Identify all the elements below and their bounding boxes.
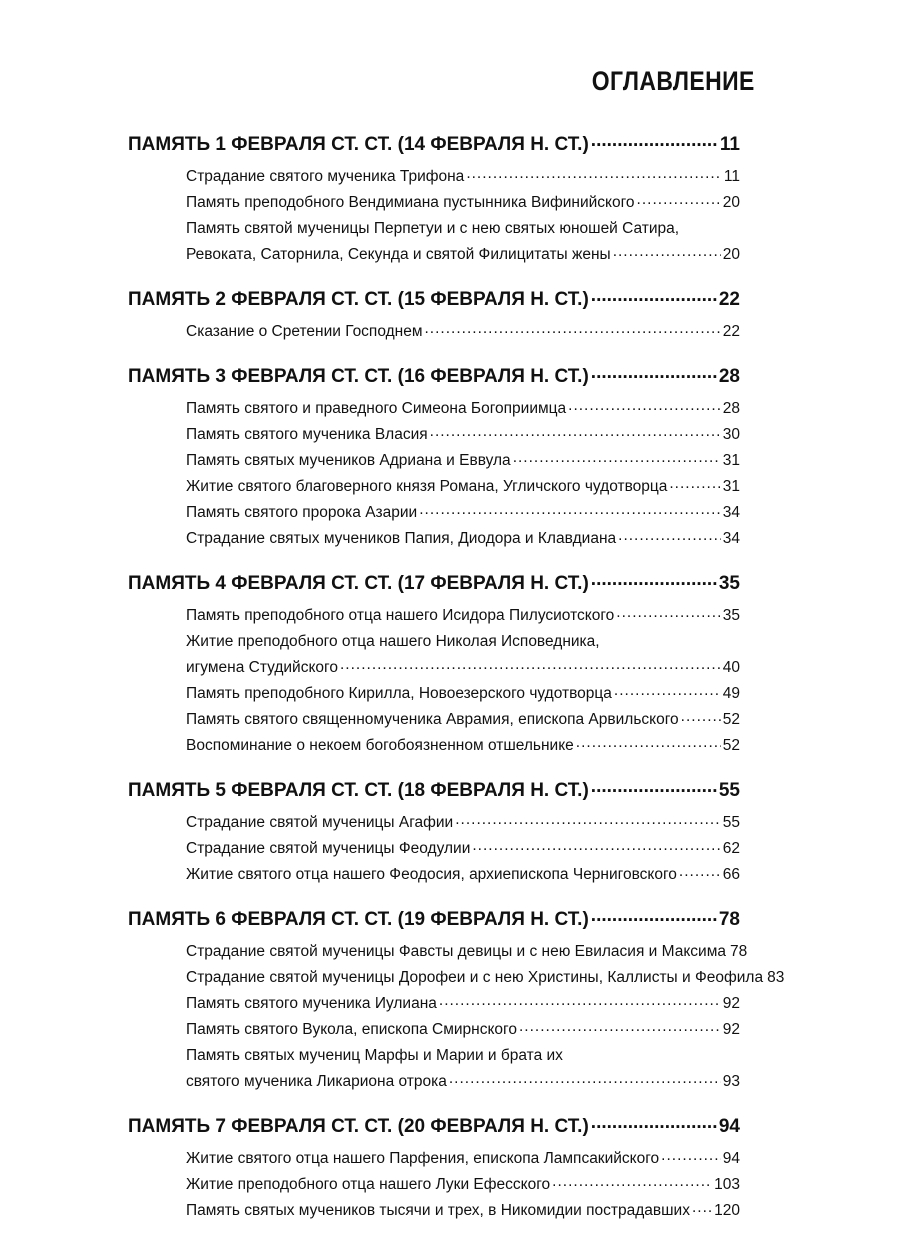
toc-entry-text: Страдание святого мученика Трифона (186, 168, 465, 185)
toc-entry-page-number: 52 (722, 737, 740, 754)
toc-entry-row (186, 500, 740, 526)
toc-entry-text: Память святого и праведного Симеона Богоприимца (186, 400, 567, 417)
toc-entry-row (186, 1069, 740, 1095)
toc-day-heading[interactable] (128, 906, 740, 935)
dot-leader (472, 838, 720, 854)
toc-entry[interactable] (186, 164, 740, 190)
toc-entry[interactable] (186, 862, 740, 888)
toc-entry-text: Память святых мучеников тысячи и трех, в Никомидии пострадавших (186, 1202, 690, 1219)
table-of-contents (128, 131, 785, 1242)
dot-leader (591, 570, 717, 589)
toc-entry[interactable] (186, 707, 740, 733)
toc-day-section (128, 363, 740, 552)
toc-entry[interactable] (186, 319, 740, 345)
toc-entry-row (186, 474, 740, 500)
dot-leader (692, 1200, 712, 1216)
toc-day-heading[interactable] (128, 570, 740, 599)
toc-day-page-number: 11 (719, 134, 740, 155)
toc-entry-page-number: 52 (722, 711, 740, 728)
toc-entry[interactable] (186, 1043, 740, 1095)
toc-entry-page-number: 93 (722, 1073, 740, 1090)
toc-entry-text: Страдание святой мученицы Агафии (186, 814, 454, 831)
toc-day-section (128, 906, 785, 1095)
toc-entry-list (186, 603, 740, 759)
toc-entry[interactable] (186, 474, 740, 500)
toc-day-heading-text: ПАМЯТЬ 7 ФЕВРАЛЯ СТ. СТ. (20 ФЕВРАЛЯ Н. СТ.) (128, 1116, 589, 1137)
toc-entry-list (186, 1146, 740, 1224)
toc-entry-page-number: 103 (714, 1176, 740, 1193)
toc-day-page-number: 28 (718, 366, 740, 387)
dot-leader (679, 864, 721, 880)
toc-entry-page-number: 94 (722, 1150, 740, 1167)
dot-leader (439, 993, 721, 1009)
toc-entry-row (186, 1017, 740, 1043)
toc-entry-text: Житие святого отца нашего Феодосия, архиепископа Черниговского (186, 866, 677, 883)
toc-entry-text: Житие преподобного отца нашего Луки Ефесского (186, 1176, 551, 1193)
dot-leader (614, 683, 721, 699)
dot-leader (661, 1148, 721, 1164)
toc-day-heading-text: ПАМЯТЬ 4 ФЕВРАЛЯ СТ. СТ. (17 ФЕВРАЛЯ Н. СТ.) (128, 573, 589, 594)
dot-leader (576, 735, 721, 751)
toc-day-page-number: 78 (718, 909, 740, 930)
toc-day-heading[interactable] (128, 286, 740, 315)
dot-leader (591, 906, 717, 925)
toc-entry-row (186, 862, 740, 888)
dot-leader (591, 286, 717, 305)
toc-entry-text: Память преподобного Кирилла, Новоезерского чудотворца (186, 685, 612, 702)
toc-day-heading[interactable] (128, 131, 740, 160)
toc-entry-page-number: 35 (722, 607, 740, 624)
toc-entry[interactable] (186, 733, 740, 759)
toc-entry-page-number: 78 (729, 943, 748, 960)
toc-entry[interactable] (186, 422, 740, 448)
toc-day-heading-text: ПАМЯТЬ 1 ФЕВРАЛЯ СТ. СТ. (14 ФЕВРАЛЯ Н. СТ.) (128, 134, 589, 155)
toc-entry-row (186, 603, 740, 629)
toc-entry-text: Память святого мученика Власия (186, 426, 428, 443)
toc-day-section (128, 1113, 740, 1224)
toc-entry-row (186, 422, 740, 448)
toc-entry-page-number: 92 (722, 995, 740, 1012)
toc-entry-text: Память преподобного Вендимиана пустынника Вифинийского (186, 194, 635, 211)
dot-leader (340, 657, 721, 673)
dot-leader (419, 502, 721, 518)
toc-day-section (128, 286, 740, 345)
toc-entry-list (186, 939, 785, 1095)
toc-entry-row (186, 1146, 740, 1172)
dot-leader (591, 363, 717, 382)
toc-entry[interactable] (186, 526, 740, 552)
toc-entry[interactable] (186, 603, 740, 629)
toc-entry-text: Ревоката, Саторнила, Секунда и святой Филицитаты жены (186, 246, 611, 263)
toc-entry-text: Житие преподобного отца нашего Николая Исповедника, (186, 633, 600, 650)
toc-entry-row (186, 681, 740, 707)
toc-entry-text: Житие святого благоверного князя Романа, Угличского чудотворца (186, 478, 668, 495)
toc-entry-text: Память святого мученика Иулиана (186, 995, 437, 1012)
toc-entry-row (186, 396, 740, 422)
toc-entry[interactable] (186, 836, 740, 862)
toc-entry-text: Страдание святой мученицы Феодулии (186, 840, 471, 857)
dot-leader (613, 244, 721, 260)
toc-day-section (128, 570, 740, 759)
dot-leader (552, 1174, 712, 1190)
toc-entry-page-number: 120 (714, 1202, 740, 1219)
toc-entry[interactable] (186, 810, 740, 836)
toc-entry[interactable] (186, 1146, 740, 1172)
dot-leader (591, 777, 717, 796)
toc-entry-text: Страдание святой мученицы Дорофеи и с нею Христины, Каллисты и Феофила (186, 969, 764, 986)
toc-entry-list (186, 319, 740, 345)
dot-leader (568, 398, 721, 414)
toc-entry-list (186, 396, 740, 552)
toc-entry[interactable] (186, 448, 740, 474)
toc-day-heading[interactable] (128, 1113, 740, 1142)
toc-entry[interactable] (186, 1198, 740, 1224)
toc-entry-row (186, 965, 785, 991)
toc-entry-row (186, 1172, 740, 1198)
toc-entry-text: святого мученика Ликариона отрока (186, 1073, 447, 1090)
toc-entry-page-number: 83 (767, 969, 785, 986)
toc-entry[interactable] (186, 965, 785, 991)
toc-day-heading-text: ПАМЯТЬ 6 ФЕВРАЛЯ СТ. СТ. (19 ФЕВРАЛЯ Н. СТ.) (128, 909, 589, 930)
toc-entry-row (186, 164, 740, 190)
toc-entry-page-number: 49 (722, 685, 740, 702)
toc-entry-list (186, 810, 740, 888)
page-title: ОГЛАВЛЕНИЕ (591, 66, 755, 96)
toc-entry-text: Память святых мучениц Марфы и Марии и брата их (186, 1047, 563, 1064)
toc-entry[interactable] (186, 1172, 740, 1198)
toc-day-page-number: 35 (718, 573, 740, 594)
dot-leader (513, 450, 721, 466)
dot-leader (425, 321, 721, 337)
toc-entry-row (186, 836, 740, 862)
toc-entry-row (186, 526, 740, 552)
toc-entry-page-number: 92 (722, 1021, 740, 1038)
toc-entry-row (186, 190, 740, 216)
toc-entry[interactable] (186, 629, 740, 681)
toc-entry-page-number: 31 (722, 452, 740, 469)
toc-day-section (128, 131, 740, 268)
toc-entry[interactable] (186, 190, 740, 216)
dot-leader (618, 528, 721, 544)
toc-entry[interactable] (186, 681, 740, 707)
toc-entry-page-number: 20 (722, 246, 740, 263)
toc-entry-page-number: 20 (722, 194, 740, 211)
toc-entry-text: Сказание о Сретении Господнем (186, 323, 423, 340)
toc-day-page-number: 22 (718, 289, 740, 310)
dot-leader (616, 605, 720, 621)
toc-entry-row (186, 1198, 740, 1224)
dot-leader (591, 131, 718, 150)
toc-entry-row (186, 991, 740, 1017)
toc-entry-text: Память святого священномученика Аврамия, епископа Арвильского (186, 711, 679, 728)
toc-entry-text: Память святой мученицы Перпетуи и с нею святых юношей Сатира, (186, 220, 680, 237)
toc-entry-text: Житие святого отца нашего Парфения, епископа Лампсакийского (186, 1150, 660, 1167)
toc-entry[interactable] (186, 500, 740, 526)
toc-entry-page-number: 31 (722, 478, 740, 495)
toc-entry[interactable] (186, 216, 740, 268)
toc-entry-text: Память святых мучеников Адриана и Еввула (186, 452, 511, 469)
dot-leader (591, 1113, 717, 1132)
dot-leader (681, 709, 721, 725)
toc-day-heading-text: ПАМЯТЬ 3 ФЕВРАЛЯ СТ. СТ. (16 ФЕВРАЛЯ Н. СТ.) (128, 366, 589, 387)
toc-entry-page-number: 34 (722, 504, 740, 521)
dot-leader (519, 1019, 721, 1035)
toc-entry-page-number: 66 (722, 866, 740, 883)
dot-leader (455, 812, 721, 828)
toc-day-page-number: 55 (718, 780, 740, 801)
toc-day-heading[interactable] (128, 777, 740, 806)
toc-entry-text: Страдание святых мучеников Папия, Диодора и Клавдиана (186, 530, 617, 547)
toc-entry-row (186, 707, 740, 733)
toc-entry-text: Память преподобного отца нашего Исидора Пилусиотского (186, 607, 615, 624)
toc-entry-row (186, 733, 740, 759)
dot-leader (449, 1071, 721, 1087)
toc-entry-text: игумена Студийского (186, 659, 338, 676)
toc-entry-page-number: 34 (722, 530, 740, 547)
toc-day-section (128, 777, 740, 888)
toc-entry-text: Память святого Вукола, епископа Смирнского (186, 1021, 517, 1038)
toc-entry-page-number: 40 (722, 659, 740, 676)
toc-day-heading[interactable] (128, 363, 740, 392)
dot-leader (430, 424, 721, 440)
toc-entry-row (186, 810, 740, 836)
toc-entry-row (186, 939, 748, 965)
toc-entry-list (186, 164, 740, 268)
toc-day-heading-text: ПАМЯТЬ 5 ФЕВРАЛЯ СТ. СТ. (18 ФЕВРАЛЯ Н. СТ.) (128, 780, 589, 801)
toc-entry-row (186, 448, 740, 474)
toc-entry-row (186, 242, 740, 268)
toc-entry[interactable] (186, 396, 740, 422)
toc-entry-page-number: 28 (722, 400, 740, 417)
toc-entry[interactable] (186, 1017, 740, 1043)
toc-day-page-number: 94 (718, 1116, 740, 1137)
toc-entry-page-number: 11 (723, 168, 740, 185)
dot-leader (637, 192, 721, 208)
toc-entry-text: Воспоминание о некоем богобоязненном отшельнике (186, 737, 574, 754)
toc-entry[interactable] (186, 939, 748, 965)
toc-entry-row (186, 655, 740, 681)
toc-entry-page-number: 30 (722, 426, 740, 443)
toc-entry-row (186, 319, 740, 345)
toc-entry-text: Страдание святой мученицы Фавсты девицы и с нею Евиласия и Максима (186, 943, 726, 960)
toc-entry-page-number: 22 (722, 323, 740, 340)
dot-leader (669, 476, 720, 492)
dot-leader (466, 166, 722, 182)
toc-day-heading-text: ПАМЯТЬ 2 ФЕВРАЛЯ СТ. СТ. (15 ФЕВРАЛЯ Н. СТ.) (128, 289, 589, 310)
toc-entry-page-number: 55 (722, 814, 740, 831)
toc-entry[interactable] (186, 991, 740, 1017)
toc-entry-page-number: 62 (722, 840, 740, 857)
toc-entry-text: Память святого пророка Азарии (186, 504, 418, 521)
